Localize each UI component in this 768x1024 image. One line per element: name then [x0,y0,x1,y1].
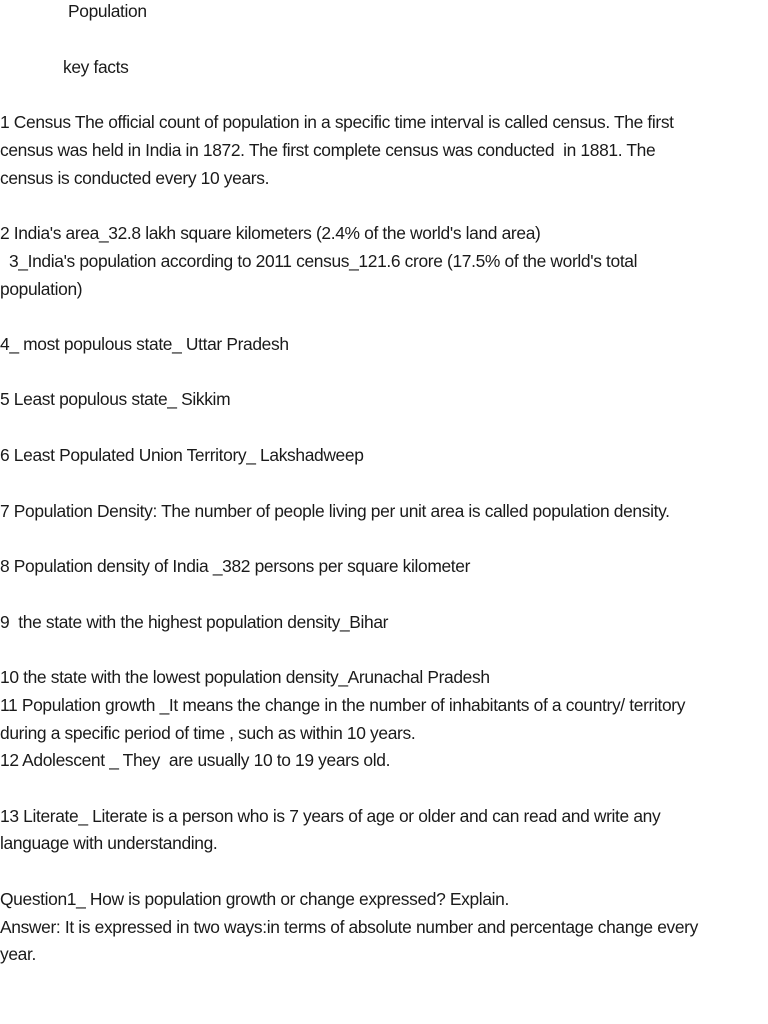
fact-line: 8 Population density of India _382 persons per square kilometer [0,556,471,576]
fact-line: 4_ most populous state_ Uttar Pradesh [0,334,289,354]
fact-line: population) [0,279,83,299]
fact-line: 3_India's population according to 2011 census_121.6 crore (17.5% of the world's total [0,251,638,271]
fact-line: 1 Census The official count of population in a specific time interval is called census. The first [0,112,674,132]
fact-line: language with understanding. [0,833,218,853]
question-text: Question1_ How is population growth or change expressed? Explain. [0,889,509,909]
fact-line: 9 the state with the highest population density_Bihar [0,612,389,632]
fact-line: census is conducted every 10 years. [0,168,270,188]
fact-line: 12 Adolescent _ They are usually 10 to 19 years old. [0,750,391,770]
fact-line: 2 India's area_32.8 lakh square kilometers (2.4% of the world's land area) [0,223,541,243]
fact-line: 5 Least populous state_ Sikkim [0,389,231,409]
document-title: Population [68,1,147,21]
fact-line: 11 Population growth _It means the change in the number of inhabitants of a country/ territory [0,695,686,715]
fact-line: 6 Least Populated Union Territory_ Lakshadweep [0,445,364,465]
fact-line: census was held in India in 1872. The first complete census was conducted in 1881. The [0,140,656,160]
fact-line: 13 Literate_ Literate is a person who is 7 years of age or older and can read and write any [0,806,661,826]
answer-text: year. [0,944,36,964]
document-subtitle: key facts [63,57,129,77]
answer-text: Answer: It is expressed in two ways:in terms of absolute number and percentage change every [0,917,698,937]
fact-line: during a specific period of time , such as within 10 years. [0,723,416,743]
fact-line: 10 the state with the lowest population density_Arunachal Pradesh [0,667,490,687]
fact-line: 7 Population Density: The number of people living per unit area is called population density. [0,501,670,521]
